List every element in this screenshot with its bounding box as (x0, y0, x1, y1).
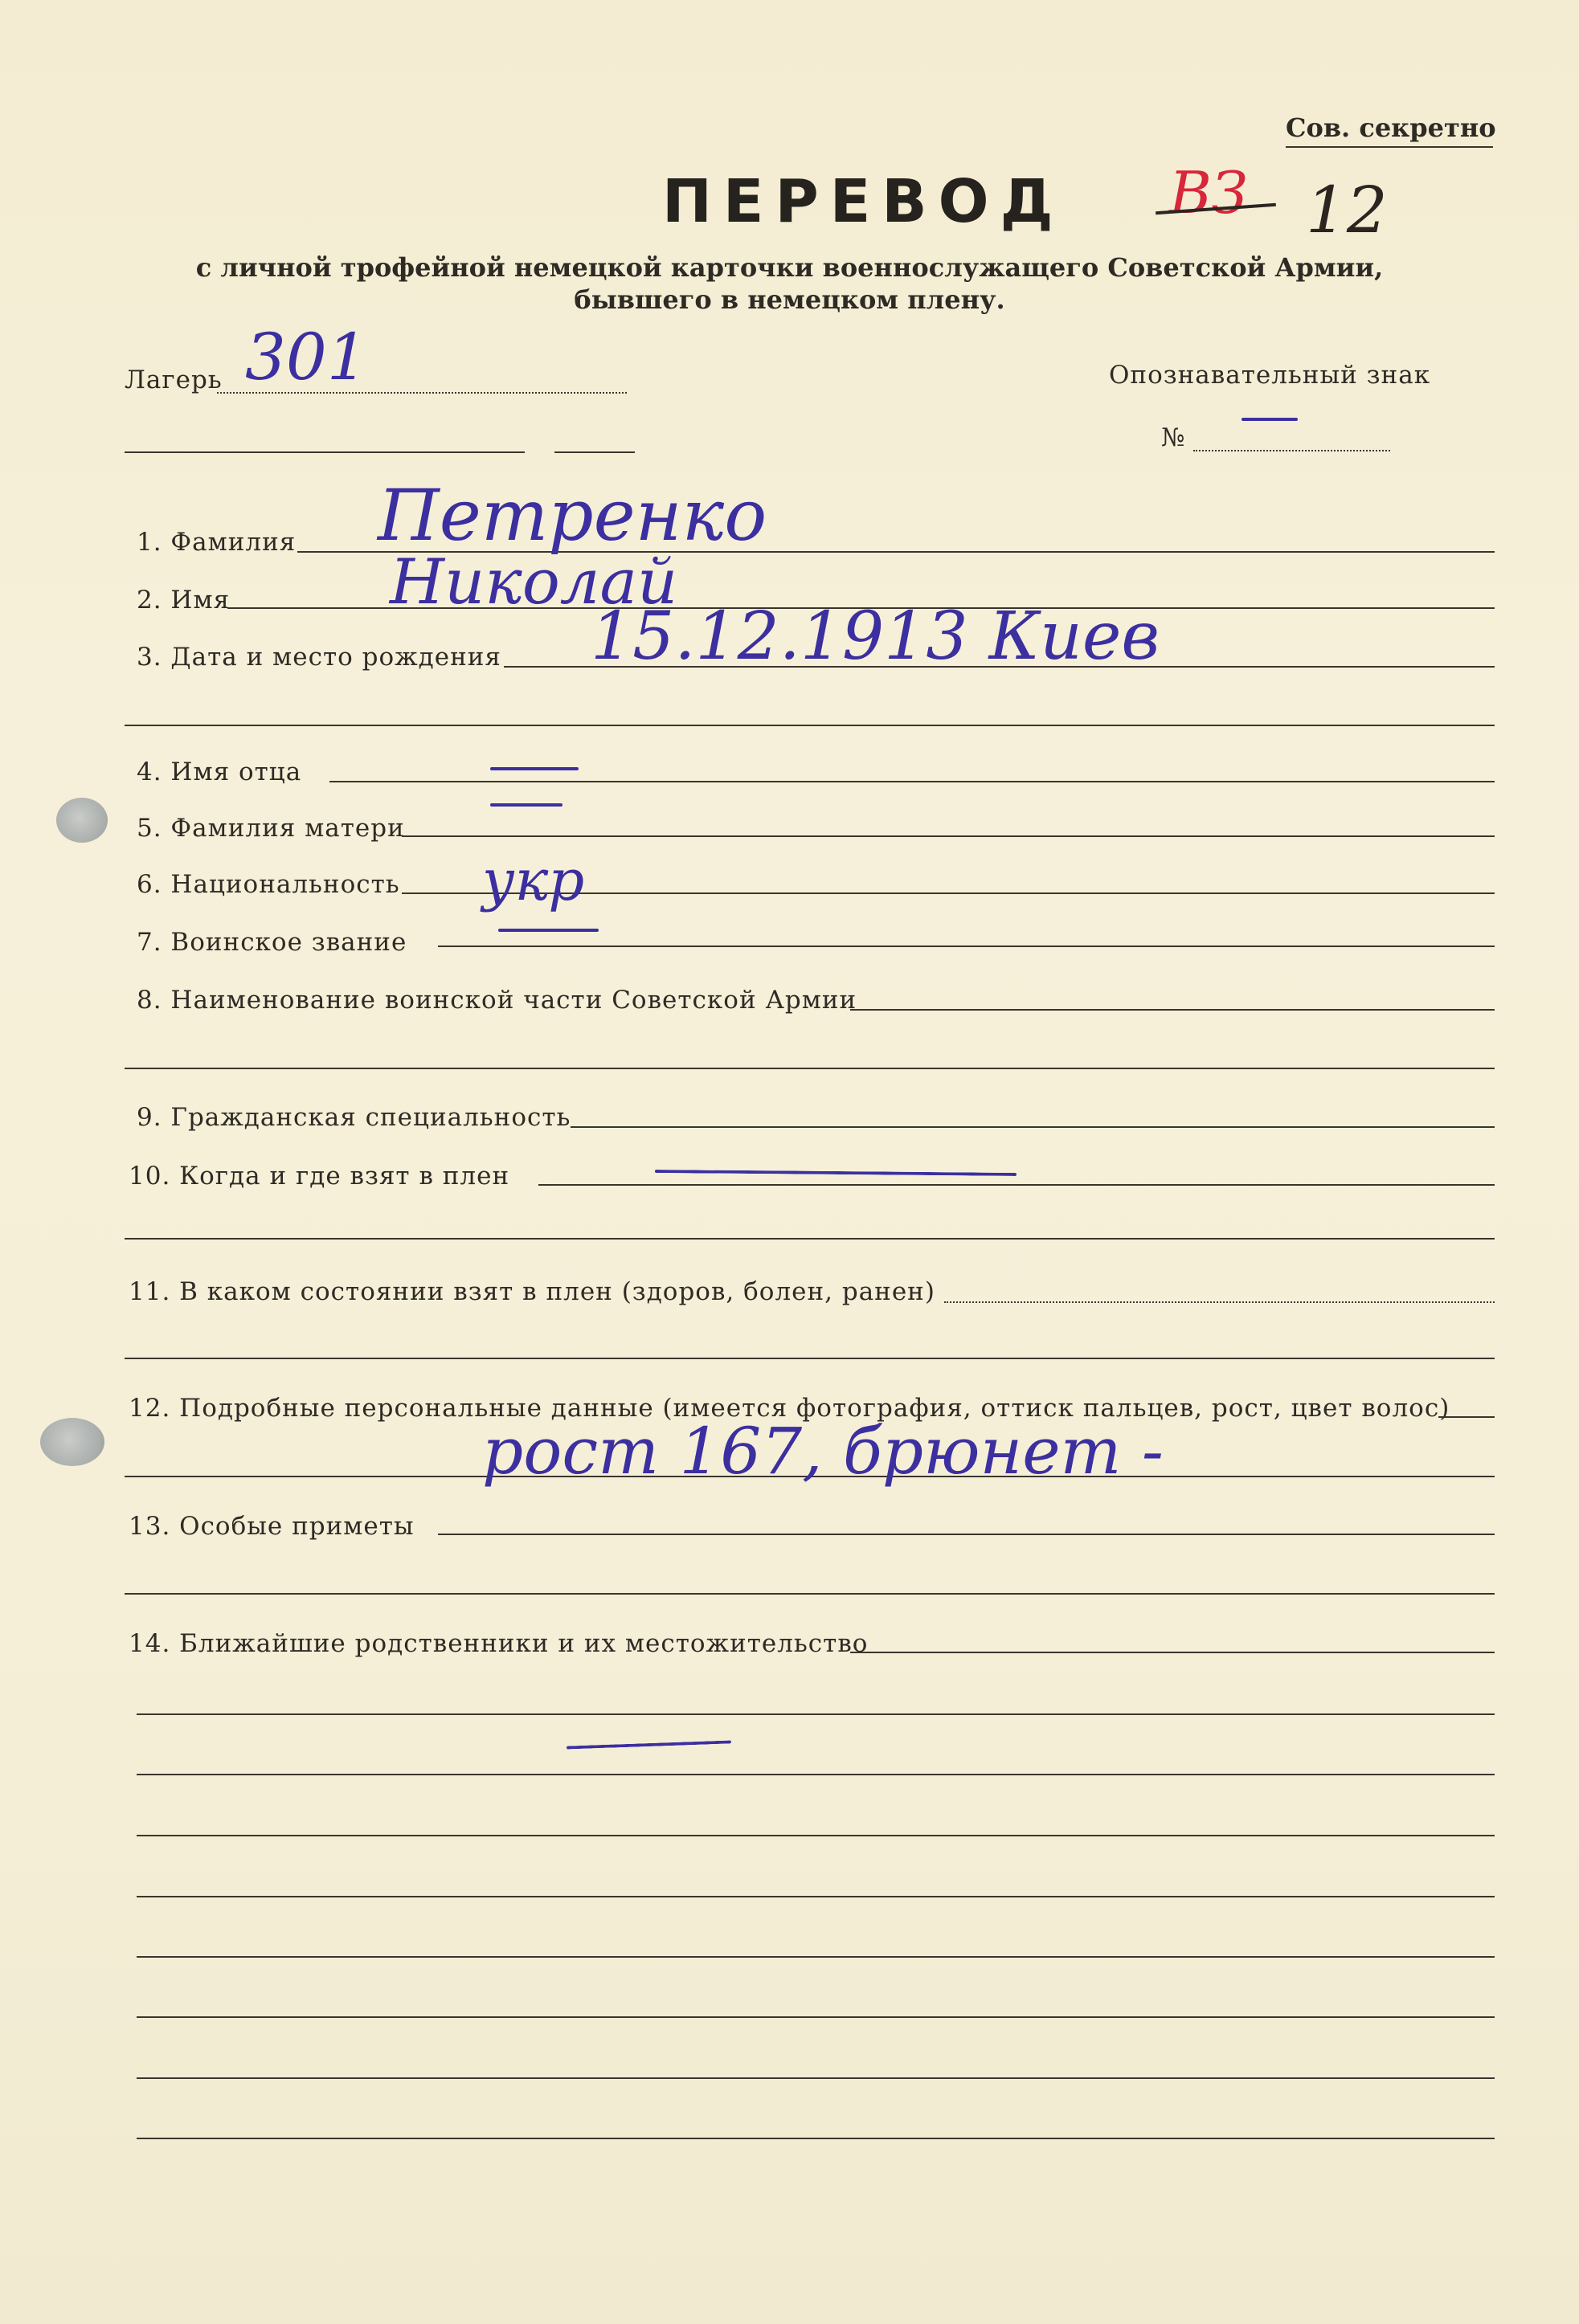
field-8-continuation-line (125, 1068, 1495, 1069)
field-9-label: 9. Гражданская специальность (137, 1103, 571, 1132)
id-tag-label: Опознавательный знак (1109, 361, 1431, 390)
relatives-line-8 (137, 2138, 1495, 2139)
field-6-value: укр (482, 848, 585, 913)
red-handwritten-mark: ВЗ (1169, 159, 1248, 227)
field-2-value: Николай (390, 546, 678, 619)
field-1-value: Петренко (378, 474, 767, 557)
field-7-line (438, 946, 1495, 947)
camp-extra-line-2 (554, 451, 635, 453)
handwritten-sheet-number: 12 (1306, 173, 1388, 247)
field-6-label: 6. Национальность (137, 870, 400, 899)
classification-underline (1286, 146, 1493, 148)
field-10-value-dash (655, 1170, 1017, 1176)
document-title: ПЕРЕВОД (662, 167, 1065, 236)
field-10-label: 10. Когда и где взят в плен (129, 1162, 510, 1191)
field-11-label: 11. В каком состоянии взят в плен (здоров, болен, ранен) (129, 1277, 935, 1306)
punch-hole-top (56, 798, 108, 843)
field-3-continuation-line (125, 725, 1495, 726)
field-14-label: 14. Ближайшие родственники и их местожительство (129, 1629, 869, 1658)
relatives-line-5 (137, 1956, 1495, 1958)
field-4-line (329, 781, 1495, 782)
field-2-label: 2. Имя (137, 586, 231, 615)
field-12-value: рост 167, брюнет - (482, 1414, 1164, 1489)
punch-hole-bottom (40, 1418, 104, 1466)
camp-label: Лагерь (125, 366, 223, 394)
field-14-value-dash (567, 1740, 731, 1749)
field-7-label: 7. Воинское звание (137, 928, 407, 957)
relatives-line-7 (137, 2077, 1495, 2079)
relatives-line-2 (137, 1774, 1495, 1775)
field-5-label: 5. Фамилия матери (137, 814, 405, 843)
field-10-continuation-line (125, 1238, 1495, 1240)
field-3-value: 15.12.1913 Киев (591, 598, 1160, 675)
field-12-label: 12. Подробные персональные данные (имеется фотография, оттиск пальцев, рост, цвет волос) (129, 1394, 1450, 1423)
id-tag-number-sign: № (1161, 423, 1186, 452)
field-10-line (538, 1184, 1495, 1186)
field-13-label: 13. Особые приметы (129, 1512, 415, 1541)
field-4-value-dash (490, 767, 579, 770)
relatives-line-6 (137, 2016, 1495, 2018)
relatives-line-4 (137, 1896, 1495, 1897)
field-13-continuation-line (125, 1593, 1495, 1595)
field-11-line (944, 1301, 1495, 1303)
camp-extra-line-1 (125, 451, 525, 453)
field-12-line (1438, 1416, 1495, 1418)
camp-value: 301 (245, 320, 368, 394)
field-11-continuation-line (125, 1358, 1495, 1359)
field-4-label: 4. Имя отца (137, 758, 302, 786)
field-3-label: 3. Дата и место рождения (137, 643, 501, 672)
field-5-value-dash (490, 803, 562, 807)
relatives-line-3 (137, 1835, 1495, 1836)
field-9-line (571, 1126, 1495, 1128)
field-1-label: 1. Фамилия (137, 528, 297, 557)
field-8-label: 8. Наименование воинской части Советской Армии (137, 986, 857, 1015)
field-7-value-dash (498, 929, 599, 932)
subtitle-line-2: бывшего в немецком плену. (574, 284, 1005, 315)
id-tag-field-line (1193, 450, 1390, 451)
relatives-line-1 (137, 1713, 1495, 1715)
subtitle-line-1: с личной трофейной немецкой карточки военнослужащего Советской Армии, (195, 252, 1384, 283)
field-8-line (850, 1009, 1495, 1011)
field-5-line (402, 835, 1495, 837)
field-14-line (850, 1652, 1495, 1653)
id-tag-value-dash (1242, 418, 1298, 421)
classification-label: Сов. секретно (1286, 112, 1496, 143)
field-13-line (438, 1534, 1495, 1535)
